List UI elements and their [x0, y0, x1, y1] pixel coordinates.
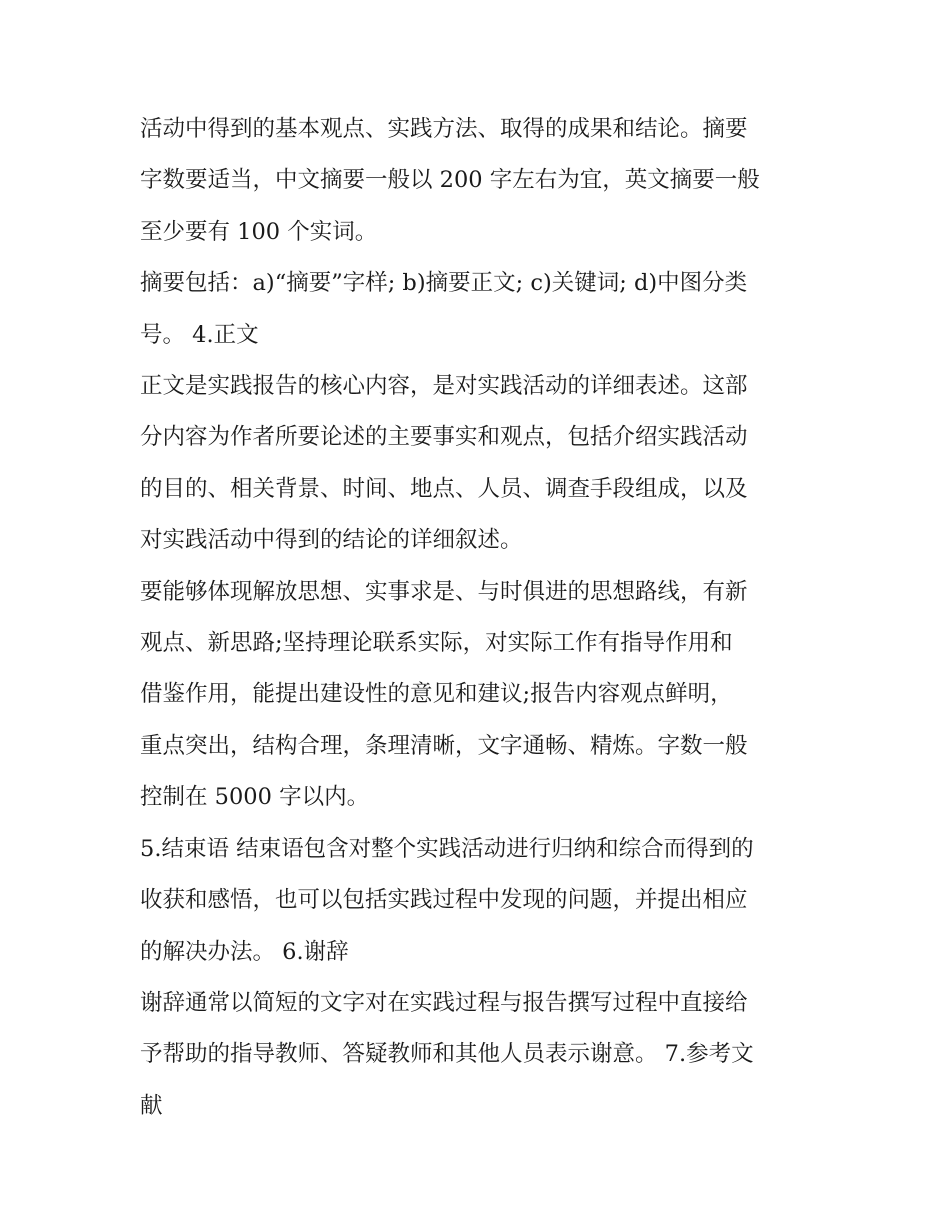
paragraph-body-definition — [140, 361, 816, 567]
text-line: 正文是实践报告的核心内容，是对实践活动的详细表述。这部 — [140, 373, 748, 400]
paragraph-abstract-intro — [140, 104, 816, 258]
text-line: 控制在 5000 字以内。 — [140, 784, 370, 811]
text-line: 号。 4.正文 — [140, 321, 259, 348]
text-line: 的目的、相关背景、时间、地点、人员、调查手段组成，以及 — [140, 475, 748, 502]
paragraph-body-requirements — [140, 567, 816, 824]
text-line: 活动中得到的基本观点、实践方法、取得的成果和结论。摘要 — [140, 116, 748, 142]
text-line: 5.结束语 结束语包含对整个实践活动进行归纳和综合而得到的 — [140, 835, 754, 862]
text-line: 借鉴作用，能提出建设性的意见和建议;报告内容观点鲜明， — [140, 681, 733, 708]
document-page — [140, 104, 816, 1132]
text-line: 对实践活动中得到的结论的详细叙述。 — [140, 527, 523, 554]
text-line: 献 — [140, 1092, 163, 1119]
paragraph-conclusion — [140, 824, 816, 978]
text-line: 重点突出，结构合理，条理清晰，文字通畅、精炼。字数一般 — [140, 732, 748, 759]
text-line: 摘要包括：a)“摘要”字样; b)摘要正文; c)关键词; d)中图分类 — [140, 270, 748, 297]
text-line: 谢辞通常以简短的文字对在实践过程与报告撰写过程中直接给 — [140, 989, 748, 1016]
text-line: 收获和感悟，也可以包括实践过程中发现的问题，并提出相应 — [140, 887, 748, 914]
text-line: 分内容为作者所要论述的主要事实和观点，包括介绍实践活动 — [140, 424, 748, 451]
text-line: 字数要适当，中文摘要一般以 200 字左右为宜，英文摘要一般 — [140, 167, 760, 194]
text-line: 观点、新思路;坚持理论联系实际，对实际工作有指导作用和 — [140, 630, 733, 657]
text-line: 要能够体现解放思想、实事求是、与时俱进的思想路线，有新 — [140, 578, 748, 605]
text-line: 予帮助的指导教师、答疑教师和其他人员表示谢意。 7.参考文 — [140, 1041, 754, 1068]
paragraph-acknowledgements — [140, 978, 816, 1132]
text-line: 的解决办法。 6.谢辞 — [140, 938, 349, 965]
paragraph-abstract-contents — [140, 258, 816, 361]
text-line: 至少要有 100 个实词。 — [140, 218, 378, 245]
